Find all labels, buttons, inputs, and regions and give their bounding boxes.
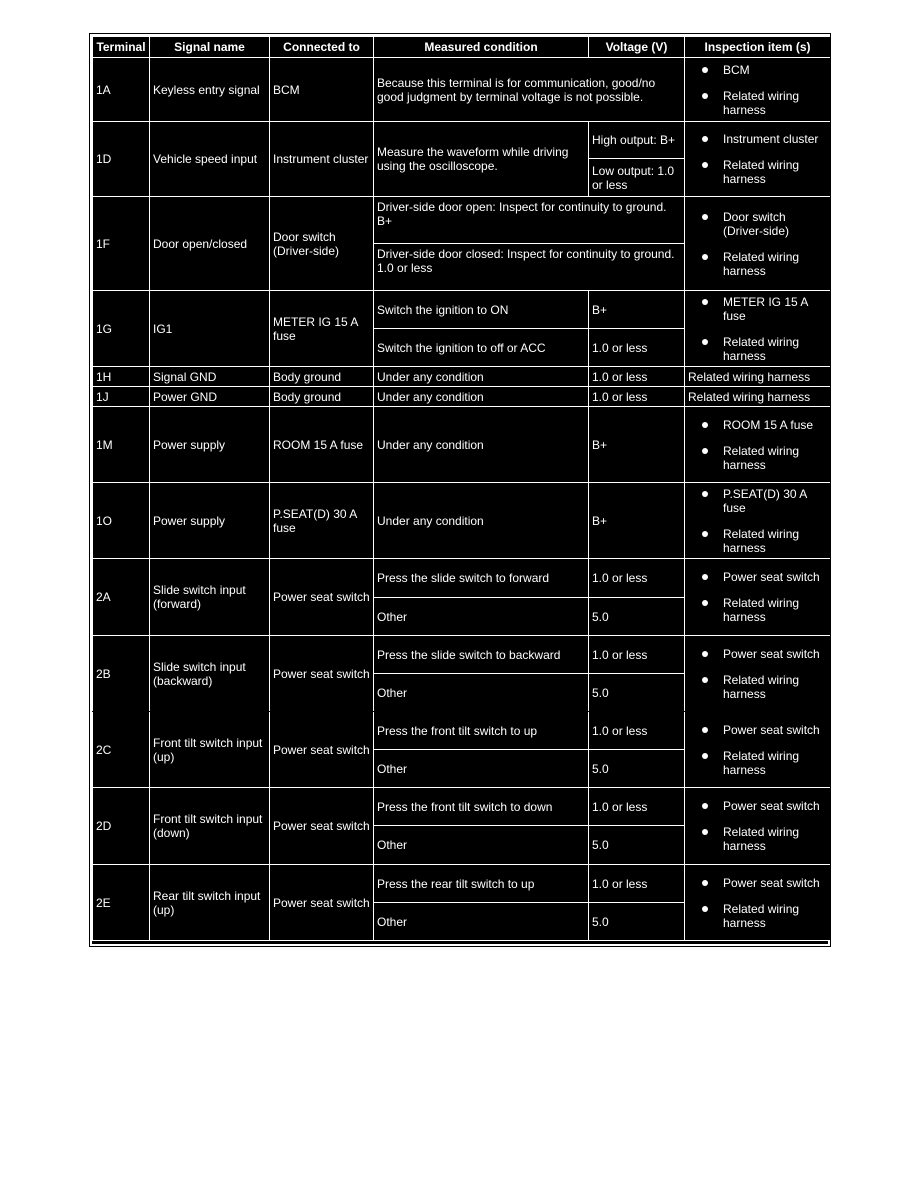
table-row	[93, 483, 831, 559]
list-item: Related wiring harness	[687, 825, 828, 853]
table-row	[93, 407, 831, 483]
condition-cell: Other	[374, 903, 589, 941]
voltage-cell: 1.0 or less	[589, 387, 685, 407]
table-row	[93, 122, 831, 159]
terminal-cell: 1J	[93, 387, 150, 407]
voltage-cell: 5.0	[589, 674, 685, 712]
inspection-cell	[685, 291, 831, 367]
signal-name-cell: Door open/closed	[150, 197, 270, 291]
signal-name-cell: IG1	[150, 291, 270, 367]
header-signal-name: Signal name	[150, 37, 270, 58]
condition-cell: Under any condition	[374, 483, 589, 559]
voltage-cell: 5.0	[589, 598, 685, 636]
terminal-cell: 1F	[93, 197, 150, 291]
terminal-cell: 1H	[93, 367, 150, 387]
voltage-cell: 1.0 or less	[589, 329, 685, 367]
condition-cell: Other	[374, 750, 589, 788]
connected-to-cell: Power seat switch	[270, 788, 374, 865]
condition-cell: Press the slide switch to forward	[374, 559, 589, 598]
condition-cell: Under any condition	[374, 407, 589, 483]
header-row	[93, 37, 831, 58]
signal-name-cell: Power supply	[150, 407, 270, 483]
list-item: Power seat switch	[687, 876, 828, 890]
list-item: Related wiring harness	[687, 158, 828, 186]
list-item: Related wiring harness	[687, 527, 828, 555]
signal-name-cell: Front tilt switch input (up)	[150, 712, 270, 788]
table-row	[93, 367, 831, 387]
voltage-cell: 5.0	[589, 826, 685, 865]
inspection-list	[687, 210, 828, 278]
list-item: Related wiring harness	[687, 902, 828, 930]
condition-cell: Press the slide switch to backward	[374, 636, 589, 674]
signal-name-cell: Power GND	[150, 387, 270, 407]
list-item: ROOM 15 A fuse	[687, 418, 828, 432]
terminal-inspection-sheet	[90, 34, 830, 946]
connected-to-cell: Power seat switch	[270, 712, 374, 788]
connected-to-cell: P.SEAT(D) 30 A fuse	[270, 483, 374, 559]
table-row	[93, 865, 831, 903]
signal-name-cell: Slide switch input (forward)	[150, 559, 270, 636]
voltage-cell: 1.0 or less	[589, 788, 685, 826]
voltage-cell: 1.0 or less	[589, 712, 685, 750]
list-item: P.SEAT(D) 30 A fuse	[687, 487, 828, 515]
condition-cell: Other	[374, 598, 589, 636]
condition-cell: Other	[374, 826, 589, 865]
terminal-cell: 2A	[93, 559, 150, 636]
inspection-cell	[685, 712, 831, 788]
voltage-cell: 5.0	[589, 903, 685, 941]
connected-to-cell: Instrument cluster	[270, 122, 374, 197]
inspection-list	[687, 132, 828, 186]
list-item: Related wiring harness	[687, 250, 828, 278]
inspection-list	[687, 876, 828, 930]
voltage-cell: 1.0 or less	[589, 865, 685, 903]
condition-cell: Press the front tilt switch to up	[374, 712, 589, 750]
voltage-cell: B+	[589, 291, 685, 329]
inspection-list	[687, 295, 828, 363]
signal-name-cell: Rear tilt switch input (up)	[150, 865, 270, 941]
inspection-cell	[685, 865, 831, 941]
list-item: Related wiring harness	[687, 89, 828, 117]
inspection-list	[687, 418, 828, 472]
list-item: Related wiring harness	[687, 596, 828, 624]
voltage-cell: 5.0	[589, 750, 685, 788]
list-item: Power seat switch	[687, 647, 828, 661]
terminal-cell: 2B	[93, 636, 150, 712]
terminal-cell: 1D	[93, 122, 150, 197]
condition-cell: Under any condition	[374, 387, 589, 407]
voltage-cell: 1.0 or less	[589, 367, 685, 387]
connected-to-cell: Body ground	[270, 367, 374, 387]
inspection-list	[687, 647, 828, 701]
list-item: Power seat switch	[687, 570, 828, 584]
inspection-list	[687, 63, 828, 117]
connected-to-cell: Body ground	[270, 387, 374, 407]
terminal-table	[92, 36, 831, 941]
list-item: Related wiring harness	[687, 335, 828, 363]
inspection-cell	[685, 122, 831, 197]
list-item: Instrument cluster	[687, 132, 828, 146]
connected-to-cell: Door switch (Driver-side)	[270, 197, 374, 291]
condition-cell: Press the rear tilt switch to up	[374, 865, 589, 903]
signal-name-cell: Vehicle speed input	[150, 122, 270, 197]
connected-to-cell: Power seat switch	[270, 559, 374, 636]
inspection-cell: Related wiring harness	[685, 387, 831, 407]
voltage-cell: B+	[589, 483, 685, 559]
list-item: METER IG 15 A fuse	[687, 295, 828, 323]
list-item: BCM	[687, 63, 828, 77]
terminal-cell: 1M	[93, 407, 150, 483]
header-voltage: Voltage (V)	[589, 37, 685, 58]
condition-cell: Measure the waveform while driving using the oscilloscope.	[374, 122, 589, 197]
condition-cell: Switch the ignition to ON	[374, 291, 589, 329]
terminal-cell: 2D	[93, 788, 150, 865]
signal-name-cell: Slide switch input (backward)	[150, 636, 270, 712]
voltage-cell: B+	[589, 407, 685, 483]
inspection-cell	[685, 788, 831, 865]
inspection-cell	[685, 197, 831, 291]
condition-cell	[374, 244, 685, 291]
inspection-list	[687, 799, 828, 853]
condition-cell: Other	[374, 674, 589, 712]
table-row	[93, 291, 831, 329]
inspection-list	[687, 570, 828, 624]
inspection-list	[687, 723, 828, 777]
inspection-list	[687, 487, 828, 555]
header-inspection-items: Inspection item (s)	[685, 37, 831, 58]
condition-cell: Under any condition	[374, 367, 589, 387]
connected-to-cell: Power seat switch	[270, 865, 374, 941]
terminal-cell: 1G	[93, 291, 150, 367]
inspection-cell	[685, 636, 831, 712]
condition-cell: Switch the ignition to off or ACC	[374, 329, 589, 367]
list-item: Related wiring harness	[687, 673, 828, 701]
list-item: Power seat switch	[687, 799, 828, 813]
voltage-text: B+	[377, 214, 393, 228]
inspection-cell: Related wiring harness	[685, 367, 831, 387]
list-item: Door switch (Driver-side)	[687, 210, 828, 238]
table-row	[93, 197, 831, 244]
signal-name-cell: Power supply	[150, 483, 270, 559]
inspection-cell	[685, 559, 831, 636]
condition-text: Driver-side door closed: Inspect for continuity to ground.	[377, 247, 675, 261]
signal-name-cell: Front tilt switch input (down)	[150, 788, 270, 865]
signal-name-cell: Signal GND	[150, 367, 270, 387]
condition-cell: Press the front tilt switch to down	[374, 788, 589, 826]
condition-cell: Because this terminal is for communication, good/no good judgment by terminal voltage is not possible.	[374, 58, 685, 122]
inspection-cell	[685, 407, 831, 483]
header-measured-condition: Measured condition	[374, 37, 589, 58]
table-row	[93, 788, 831, 826]
voltage-cell: 1.0 or less	[589, 636, 685, 674]
connected-to-cell: METER IG 15 A fuse	[270, 291, 374, 367]
inspection-cell	[685, 58, 831, 122]
list-item: Power seat switch	[687, 723, 828, 737]
voltage-text: 1.0 or less	[377, 261, 433, 275]
inspection-cell	[685, 483, 831, 559]
terminal-cell: 1A	[93, 58, 150, 122]
connected-to-cell: Power seat switch	[270, 636, 374, 712]
table-row	[93, 636, 831, 674]
terminal-cell: 1O	[93, 483, 150, 559]
condition-cell	[374, 197, 685, 244]
table-row	[93, 712, 831, 750]
table-row	[93, 387, 831, 407]
header-terminal: Terminal	[93, 37, 150, 58]
table-row	[93, 58, 831, 122]
voltage-cell: Low output: 1.0 or less	[589, 159, 685, 197]
voltage-cell: High output: B+	[589, 122, 685, 159]
terminal-cell: 2E	[93, 865, 150, 941]
list-item: Related wiring harness	[687, 444, 828, 472]
signal-name-cell: Keyless entry signal	[150, 58, 270, 122]
connected-to-cell: ROOM 15 A fuse	[270, 407, 374, 483]
header-connected-to: Connected to	[270, 37, 374, 58]
voltage-cell: 1.0 or less	[589, 559, 685, 598]
list-item: Related wiring harness	[687, 749, 828, 777]
table-row	[93, 559, 831, 598]
condition-text: Driver-side door open: Inspect for continuity to ground.	[377, 200, 667, 214]
connected-to-cell: BCM	[270, 58, 374, 122]
terminal-cell: 2C	[93, 712, 150, 788]
